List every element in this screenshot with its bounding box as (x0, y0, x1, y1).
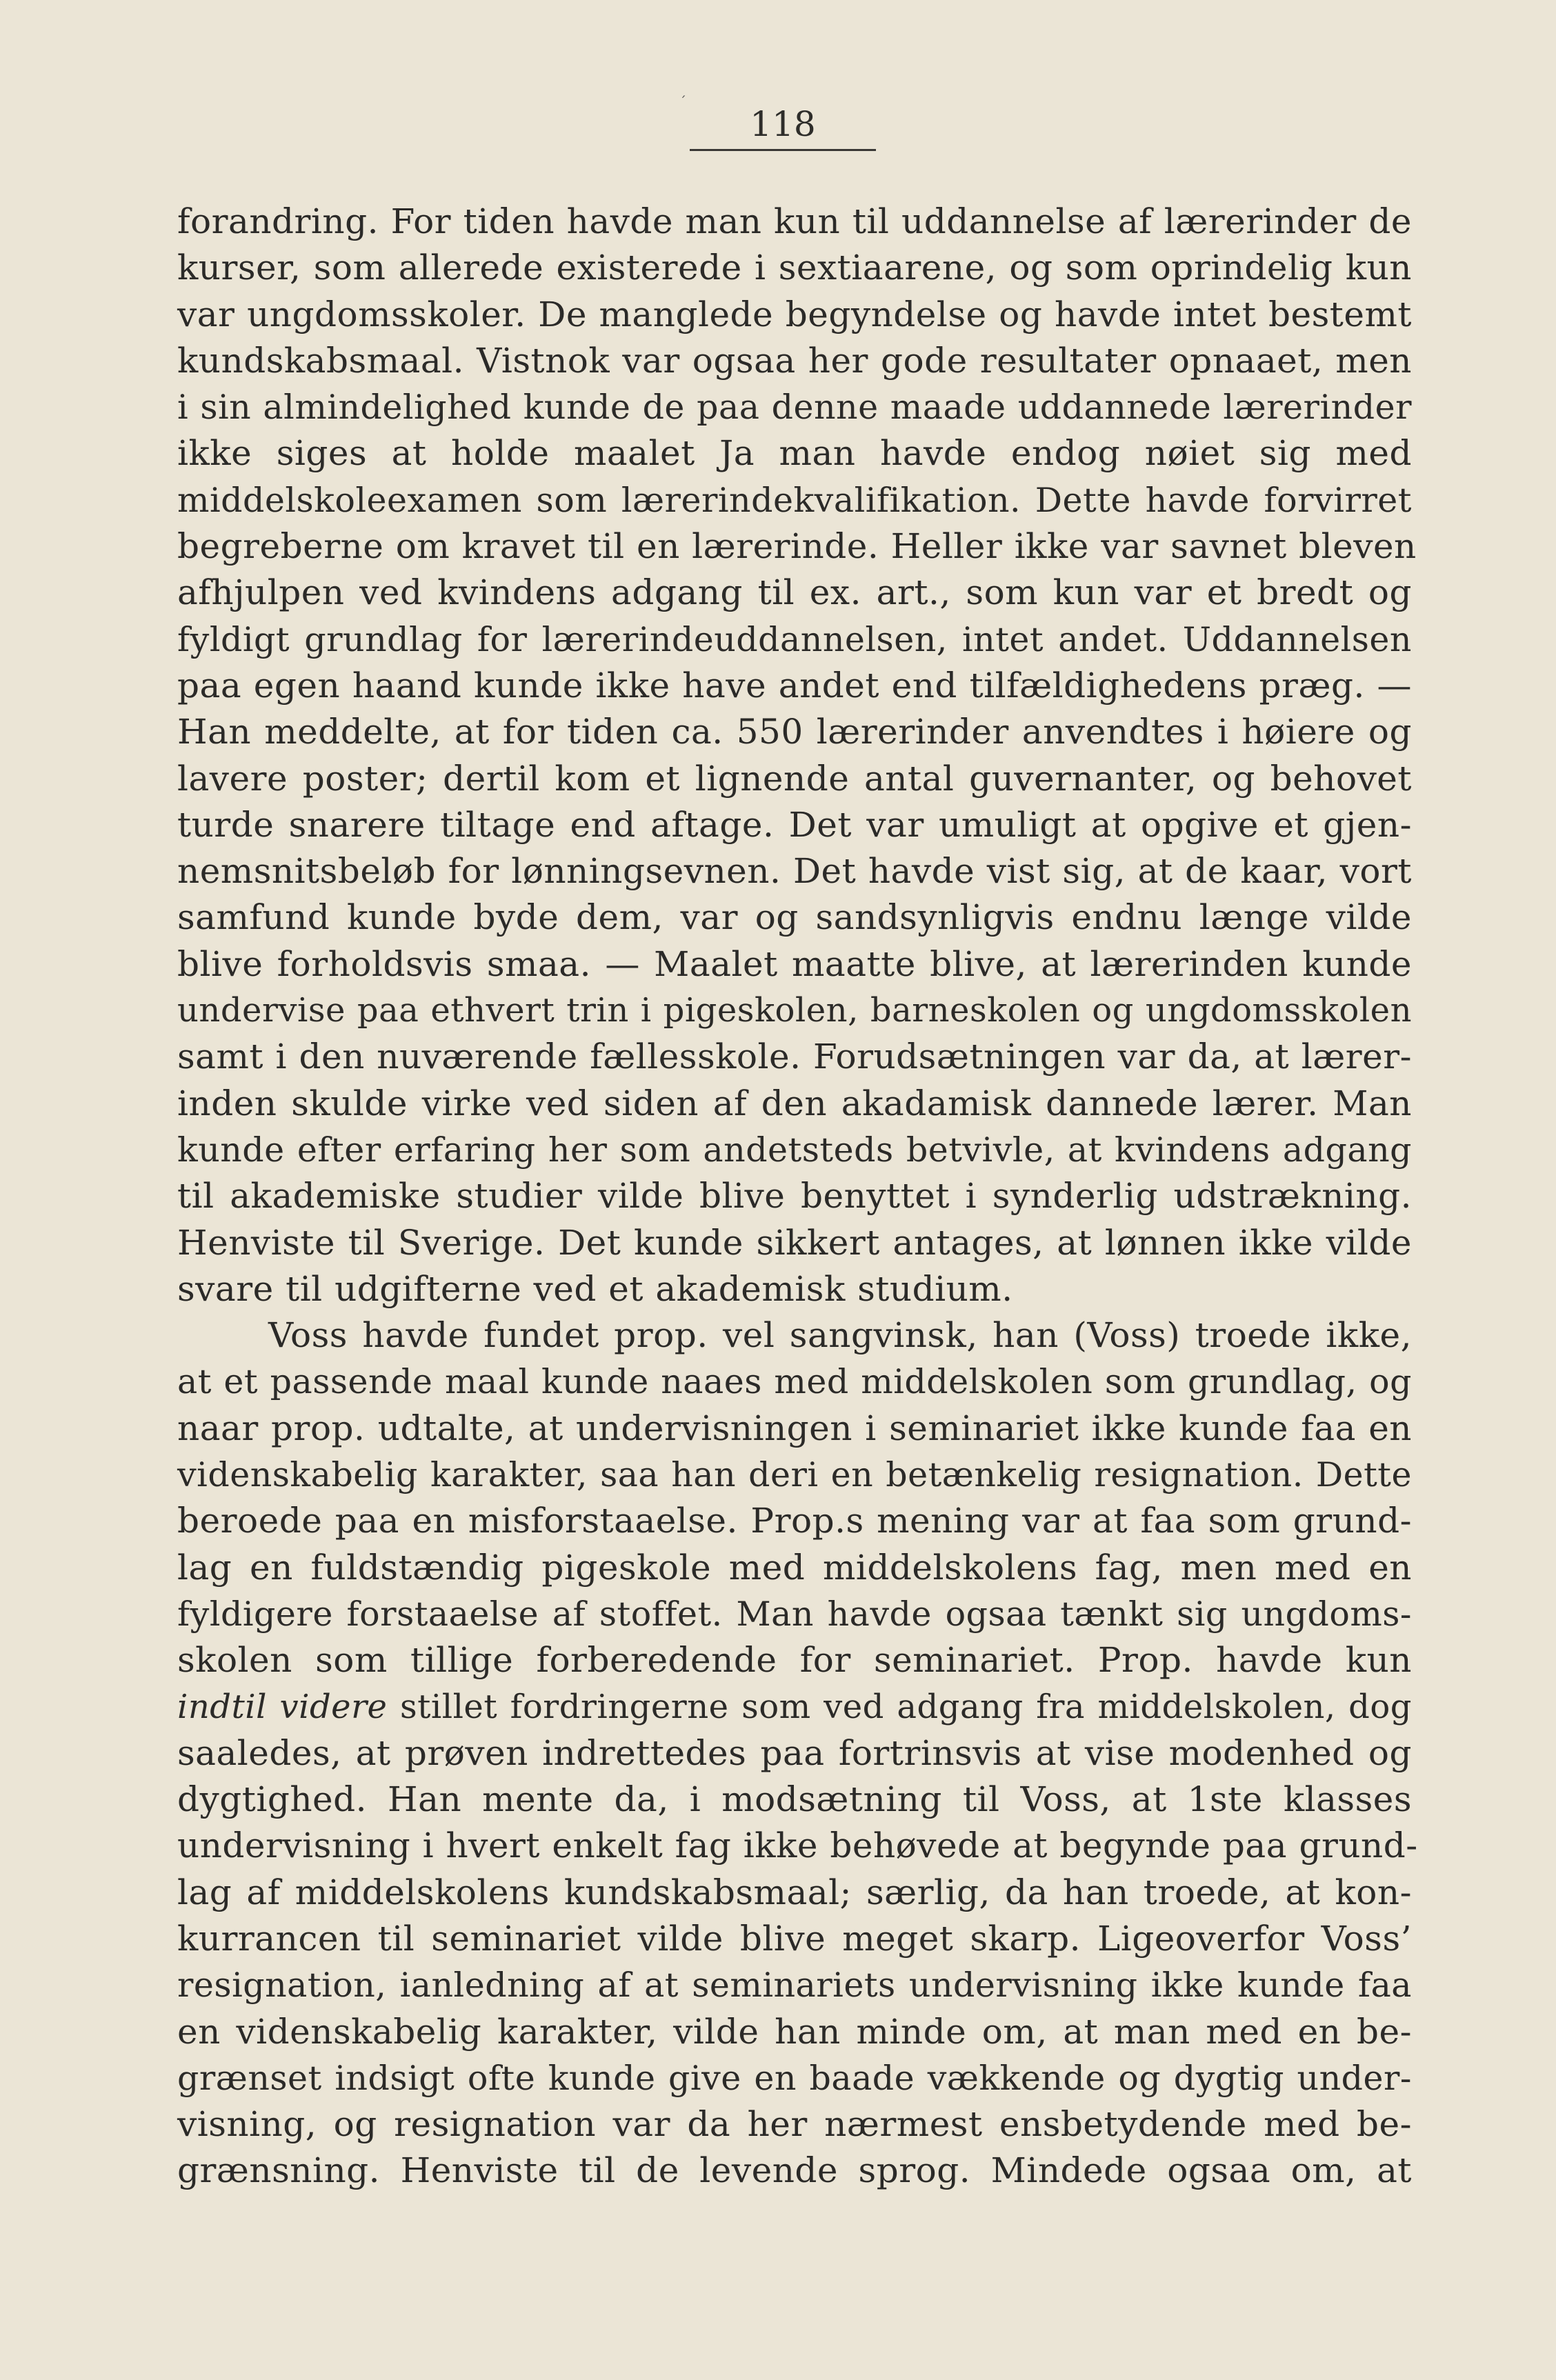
text-line: nemsnitsbeløb for lønningsevnen. Det havde vist sig, at de kaar, vort (177, 851, 1412, 892)
text-line: undervisning i hvert enkelt fag ikke behøvede at begynde paa grund- (177, 1826, 1418, 1866)
text-line-emphasis (177, 1684, 1412, 1730)
text-line: turde snarere tiltage end aftage. Det var umuligt at opgive et gjen- (177, 804, 1412, 845)
text-line: Voss havde fundet prop. vel sangvinsk, han (Voss) troede ikke, (268, 1315, 1412, 1356)
text-line: forandring. For tiden havde man kun til uddannelse af lærerinder de (177, 201, 1412, 241)
text-line: at et passende maal kunde naaes med middelskolen som grundlag, og (177, 1362, 1412, 1402)
text-line: en videnskabelig karakter, vilde han minde om, at man med en be- (177, 2011, 1412, 2052)
text-line: visning, og resignation var da her nærmest ensbetydende med be- (177, 2104, 1412, 2145)
page-number: 118 (750, 104, 816, 144)
text-line: i sin almindelighed kunde de paa denne maade uddannede lærerinder (177, 388, 1412, 428)
text-line: dygtighed. Han mente da, i modsætning til Voss, at 1ste klasses (177, 1779, 1412, 1820)
text-line: grænsning. Henviste til de levende sprog. Mindede ogsaa om, at (177, 2150, 1412, 2191)
text-line: til akademiske studier vilde blive benyttet i synderlig udstrækning. (177, 1176, 1412, 1217)
text-line: fyldigere forstaaelse af stoffet. Man havde ogsaa tænkt sig ungdoms- (177, 1594, 1412, 1634)
text-line: skolen som tillige forberedende for seminariet. Prop. havde kun (177, 1640, 1412, 1681)
text-line: lavere poster; dertil kom et lignende antal guvernanter, og behovet (177, 758, 1412, 799)
header-rule (690, 149, 876, 151)
text-line-rest: stillet fordringerne som ved adgang fra middelskolen, dog (387, 1687, 1413, 1726)
text-line: svare til udgifterne ved et akademisk studium. (177, 1268, 1013, 1309)
text-line: var ungdomsskoler. De manglede begyndelse og havde intet bestemt (177, 294, 1412, 334)
text-line: resignation, ianledning af at seminariets undervisning ikke kunde faa (177, 1966, 1412, 2006)
text-line: samt i den nuværende fællesskole. Forudsætningen var da, at lærer- (177, 1037, 1412, 1077)
text-line: videnskabelig karakter, saa han deri en betænkelig resignation. Dette (177, 1455, 1412, 1495)
text-line: fyldigt grundlag for lærerindeuddannelsen, intet andet. Uddannelsen (177, 619, 1412, 659)
text-line: samfund kunde byde dem, var og sandsynligvis endnu længe vilde (177, 897, 1412, 938)
text-line: afhjulpen ved kvindens adgang til ex. art., som kun var et bredt og (177, 572, 1412, 613)
text-line: blive forholdsvis smaa. — Maalet maatte blive, at lærerinden kunde (177, 943, 1412, 984)
text-line: begreberne om kravet til en lærerinde. Heller ikke var savnet bleven (177, 526, 1417, 567)
text-line: lag en fuldstændig pigeskole med middelskolens fag, men med en (177, 1547, 1412, 1588)
text-line: saaledes, at prøven indrettedes paa fortrinsvis at vise modenhed og (177, 1732, 1412, 1773)
text-line: lag af middelskolens kundskabsmaal; særlig, da han troede, at kon- (177, 1872, 1412, 1912)
text-line: ikke siges at holde maalet Ja man havde endog nøiet sig med (177, 433, 1412, 474)
text-line: undervise paa ethvert trin i pigeskolen, barneskolen og ungdomsskolen (177, 991, 1412, 1030)
print-speck: ´ (679, 93, 686, 110)
text-line: kurser, som allerede existerede i sextiaarene, og som oprindelig kun (177, 248, 1412, 288)
text-line: paa egen haand kunde ikke have andet end tilfældighedens præg. — (177, 665, 1412, 706)
text-line: kunde efter erfaring her som andetsteds betvivle, at kvindens adgang (177, 1130, 1412, 1170)
text-line: kurrancen til seminariet vilde blive meget skarp. Ligeoverfor Voss’ (177, 1918, 1412, 1959)
italic-emphasis: indtil videre (177, 1687, 388, 1726)
text-line: inden skulde virke ved siden af den akadamisk dannede lærer. Man (177, 1083, 1412, 1123)
text-line: naar prop. udtalte, at undervisningen i seminariet ikke kunde faa en (177, 1408, 1412, 1448)
text-line: middelskoleexamen som lærerindekvalifikation. Dette havde forvirret (177, 480, 1412, 520)
body-text (177, 199, 1418, 2194)
text-line: beroede paa en misforstaaelse. Prop.s mening var at faa som grund- (177, 1501, 1412, 1541)
text-line: grænset indsigt ofte kunde give en baade vækkende og dygtig under- (177, 2058, 1412, 2098)
text-line: Henviste til Sverige. Det kunde sikkert antages, at lønnen ikke vilde (177, 1222, 1412, 1263)
text-line: kundskabsmaal. Vistnok var ogsaa her gode resultater opnaaet, men (177, 340, 1412, 381)
text-line: Han meddelte, at for tiden ca. 550 lærerinder anvendtes i høiere og (177, 712, 1412, 752)
